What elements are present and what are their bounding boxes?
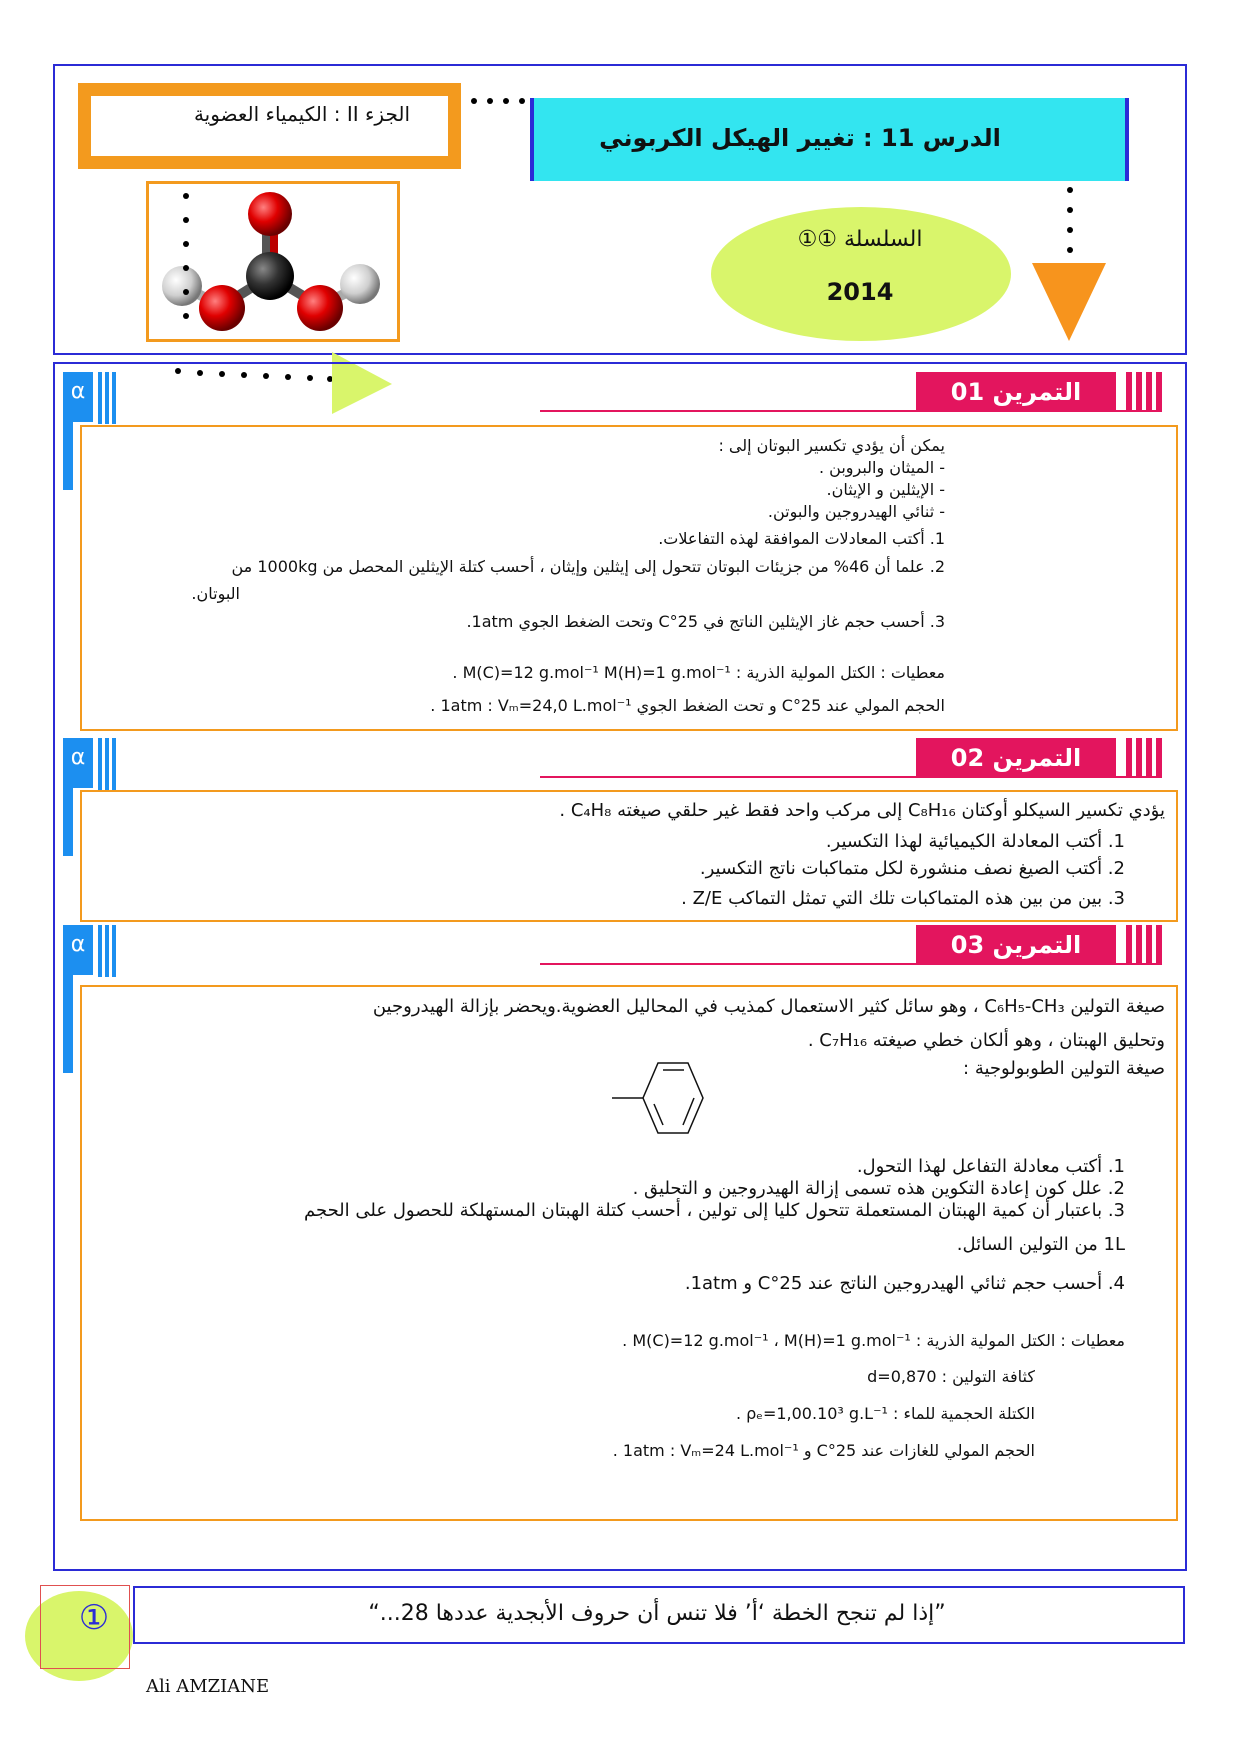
ex1-question-1: 1. أكتب المعادلات الموافقة لهذه التفاعلات. bbox=[658, 529, 945, 548]
alpha-tail bbox=[63, 973, 73, 1073]
exercise-title: التمرين 03 bbox=[916, 925, 1116, 965]
orange-down-arrow bbox=[1032, 263, 1106, 343]
ex3-intro-1: صيغة التولين C₆H₅-CH₃ ، وهو سائل كثير الاستعمال كمذيب في المحاليل العضوية.ويحضر بإزالة الهيدروجين bbox=[372, 996, 1165, 1017]
ex3-question-1: 1. أكتب معادلة التفاعل لهذا التحول. bbox=[856, 1156, 1125, 1177]
ex1-data-2: الحجم المولي عند 25°C و تحت الضغط الجوي 1atm : Vₘ=24,0 L.mol⁻¹ . bbox=[430, 696, 945, 715]
ex1-line-b: - الإيثلين و الإيثان. bbox=[826, 480, 945, 499]
exercise-3 bbox=[60, 925, 1176, 985]
ex3-data-2: كثافة التولين : d=0,870 bbox=[867, 1367, 1035, 1386]
alpha-badge: α bbox=[63, 738, 93, 788]
ex2-question-2: 2. أكتب الصيغ نصف منشورة لكل متماكبات ناتج التكسير. bbox=[699, 858, 1125, 879]
ex1-question-2: 2. علما أن 46% من جزيئات البوتان تتحول إلى إيثلين وإيثان ، أحسب كتلة الإيثلين المحصل من 1000kg من bbox=[231, 557, 945, 576]
part-label: الجزء II : الكيمياء العضوية bbox=[193, 102, 410, 126]
dotted-connector-top bbox=[470, 95, 530, 109]
ex1-question-3: 3. أحسب حجم غاز الإيثلين الناتج في 25°C وتحت الضغط الجوي 1atm. bbox=[466, 612, 945, 631]
ex3-question-2: 2. علل كون إعادة التكوين هذه تسمى إزالة الهيدروجين و التحليق . bbox=[632, 1178, 1125, 1199]
page-number: ① bbox=[78, 1598, 110, 1638]
ex3-data-3: الكتلة الحجمية للماء : ρₑ=1,00.10³ g.L⁻¹ . bbox=[735, 1404, 1035, 1423]
lesson-title: الدرس 11 : تغيير الهيكل الكربوني bbox=[599, 124, 1001, 152]
dotted-connector-left bbox=[178, 188, 194, 363]
dotted-connector-right bbox=[1062, 182, 1078, 262]
alpha-badge: α bbox=[63, 372, 93, 422]
ex3-intro-2: وتحليق الهبتان ، وهو ألكان خطي صيغته C₇H₁₆ . bbox=[807, 1030, 1165, 1051]
ex3-data-1: معطيات : الكتل المولية الذرية : M(C)=12 g.mol⁻¹ ، M(H)=1 g.mol⁻¹ . bbox=[622, 1331, 1125, 1350]
footer-quote: ”إذا لم تنجح الخطة ‘أ’ فلا تنس أن حروف الأبجدية عددها 28...“ bbox=[368, 1601, 946, 1626]
ex1-question-2-cont: البوتان. bbox=[191, 584, 240, 603]
alpha-tail bbox=[63, 786, 73, 856]
ex2-question-1: 1. أكتب المعادلة الكيميائية لهذا التكسير. bbox=[825, 831, 1125, 852]
exercise-title-stripes bbox=[1126, 925, 1164, 965]
alpha-stripes bbox=[98, 925, 116, 977]
ex1-line-a: - الميثان والبروبن . bbox=[818, 458, 945, 477]
ex3-question-3: 3. باعتبار أن كمية الهبتان المستعملة تتحول كليا إلى تولين ، أحسب كتلة الهبتان المستهلكة للحصول على الحجم bbox=[303, 1200, 1125, 1221]
alpha-tail bbox=[63, 420, 73, 490]
ex3-topology-label: صيغة التولين الطوبولوجية : bbox=[963, 1058, 1165, 1079]
exercise-title-stripes bbox=[1126, 372, 1164, 412]
ex3-data-4: الحجم المولي للغازات عند 25°C و 1atm : Vₘ=24 L.mol⁻¹ . bbox=[612, 1441, 1035, 1460]
series-label: السلسلة ①① bbox=[797, 227, 923, 252]
alpha-stripes bbox=[98, 738, 116, 790]
ex2-intro: يؤدي تكسير السيكلو أوكتان C₈H₁₆ إلى مركب واحد فقط غير حلقي صيغته C₄H₈ . bbox=[559, 800, 1165, 821]
exercise-1-body-frame bbox=[80, 425, 1178, 731]
exercise-title-stripes bbox=[1126, 738, 1164, 778]
ex3-question-4: 4. أحسب حجم ثنائي الهيدروجين الناتج عند 25°C و 1atm. bbox=[684, 1273, 1125, 1294]
exercise-title: التمرين 02 bbox=[916, 738, 1116, 778]
ex1-line-intro: يمكن أن يؤدي تكسير البوتان إلى : bbox=[718, 436, 945, 455]
toluene-skeletal-formula-image bbox=[590, 1058, 710, 1148]
exercise-title: التمرين 01 bbox=[916, 372, 1116, 412]
alpha-stripes bbox=[98, 372, 116, 424]
alpha-badge: α bbox=[63, 925, 93, 975]
ex1-data-1: معطيات : الكتل المولية الذرية : M(C)=12 g.mol⁻¹ M(H)=1 g.mol⁻¹ . bbox=[452, 663, 945, 682]
exercise-2 bbox=[60, 738, 1176, 798]
ex3-question-3-cont: 1L من التولين السائل. bbox=[956, 1234, 1125, 1255]
ex1-line-c: - ثنائي الهيدروجين والبوتن. bbox=[767, 502, 945, 521]
ex2-question-3: 3. بين من بين هذه المتماكبات تلك التي تمثل التماكب Z/E . bbox=[681, 888, 1125, 909]
author-name: Ali AMZIANE bbox=[146, 1676, 270, 1697]
series-year: 2014 bbox=[826, 278, 894, 306]
